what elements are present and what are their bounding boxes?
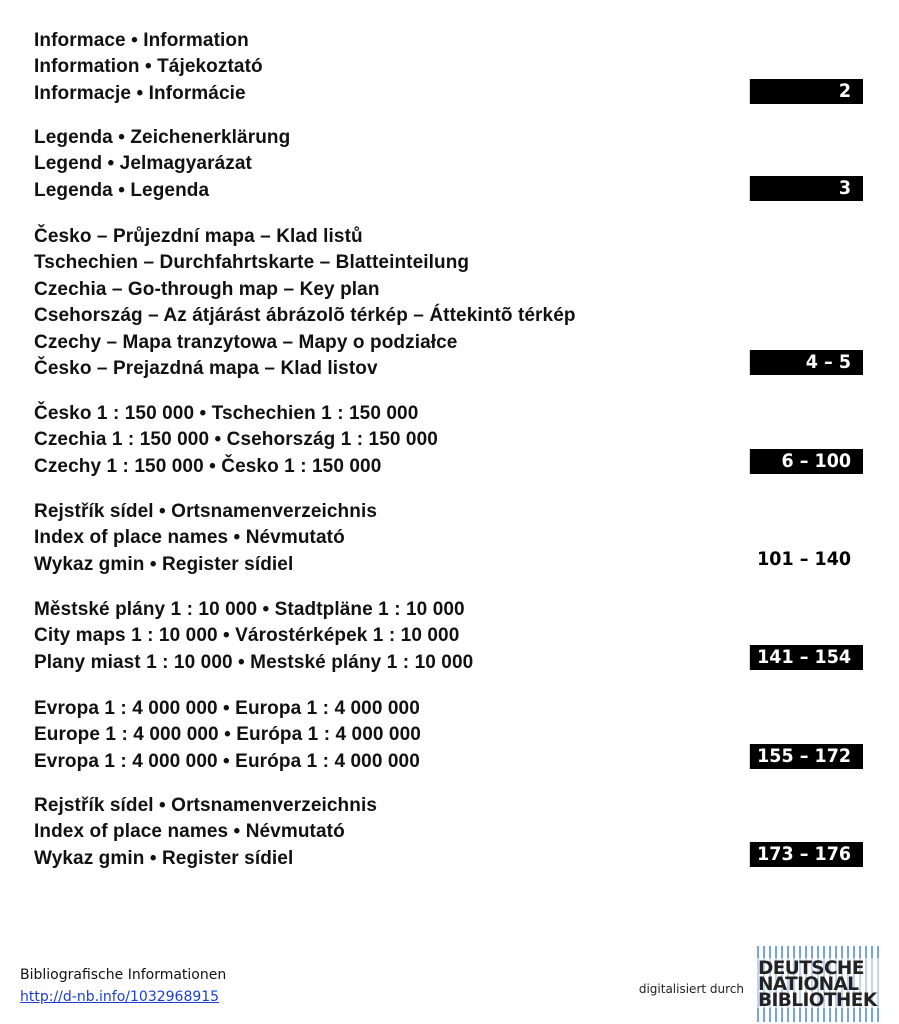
dnb-logo xyxy=(756,944,881,1024)
toc-line: Information • Tájekoztató xyxy=(34,56,263,78)
page-number-badge: 155 – 172 xyxy=(750,744,863,769)
page-number-badge: 6 – 100 xyxy=(750,449,863,474)
toc-line: Evropa 1 : 4 000 000 • Európa 1 : 4 000 000 xyxy=(34,750,420,772)
dnb-logo-line: NATIONAL xyxy=(758,974,859,995)
dnb-logo-line: BIBLIOTHEK xyxy=(758,990,877,1011)
toc-line: City maps 1 : 10 000 • Várostérképek 1 : 10 000 xyxy=(34,625,460,647)
toc-section xyxy=(34,224,863,383)
toc-line: Rejstřík sídel • Ortsnamenverzeichnis xyxy=(34,795,377,816)
toc-line: Europe 1 : 4 000 000 • Európa 1 : 4 000 000 xyxy=(34,724,421,746)
toc-line: Wykaz gmin • Register sídiel xyxy=(34,847,294,869)
biblio-link[interactable]: http://d-nb.info/1032968915 xyxy=(20,989,220,1005)
toc-line: Rejstřík sídel • Ortsnamenverzeichnis xyxy=(34,501,377,522)
toc-line: Wykaz gmin • Register sídiel xyxy=(34,553,294,575)
toc-section xyxy=(34,696,863,776)
toc-section xyxy=(34,597,863,677)
toc-line: Česko – Průjezdní mapa – Klad listů xyxy=(34,226,363,247)
page-number-badge: 3 xyxy=(750,176,863,201)
toc-section xyxy=(34,401,863,481)
toc-line: Tschechien – Durchfahrtskarte – Blatteinteilung xyxy=(34,252,470,274)
digitized-by-text: digitalisiert durch xyxy=(638,982,744,996)
toc-section xyxy=(34,28,863,108)
toc-line: Legenda • Legenda xyxy=(34,179,210,201)
toc-line: Legenda • Zeichenerklärung xyxy=(34,127,291,148)
toc-line: Czechia – Go-through map – Key plan xyxy=(34,278,380,300)
page-number-badge: 173 – 176 xyxy=(750,842,863,867)
toc-line: Czechia 1 : 150 000 • Csehország 1 : 150 000 xyxy=(34,429,438,451)
toc-line: Česko 1 : 150 000 • Tschechien 1 : 150 000 xyxy=(34,403,419,424)
bibliographic-info xyxy=(20,964,226,1008)
toc-section xyxy=(34,793,863,873)
toc-line: Legend • Jelmagyarázat xyxy=(34,153,252,175)
toc-line: Czechy – Mapa tranzytowa – Mapy o podziałce xyxy=(34,331,458,353)
dnb-logo-line: DEUTSCHE xyxy=(758,958,864,979)
toc-line: Plany miast 1 : 10 000 • Mestské plány 1 : 10 000 xyxy=(34,651,474,673)
toc-line: Index of place names • Névmutató xyxy=(34,821,345,843)
toc-line: Evropa 1 : 4 000 000 • Europa 1 : 4 000 000 xyxy=(34,698,420,719)
toc-section xyxy=(34,125,863,205)
toc-line: Index of place names • Névmutató xyxy=(34,527,345,549)
page-number-badge: 141 – 154 xyxy=(750,645,863,670)
toc-line: Městské plány 1 : 10 000 • Stadtpläne 1 : 10 000 xyxy=(34,599,465,620)
toc-line: Informacje • Informácie xyxy=(34,82,246,104)
toc-line: Česko – Prejazdná mapa – Klad listov xyxy=(34,357,378,379)
toc-line: Czechy 1 : 150 000 • Česko 1 : 150 000 xyxy=(34,455,382,477)
page-number-badge: 4 – 5 xyxy=(750,350,863,375)
page-number-label: 101 – 140 xyxy=(757,548,852,570)
page-number-badge: 2 xyxy=(750,79,863,104)
toc-line: Csehország – Az átjárást ábrázolõ térkép – Áttekintõ térkép xyxy=(34,305,576,327)
toc-section xyxy=(34,499,863,579)
digitization-credit xyxy=(639,944,881,1024)
biblio-label: Bibliografische Informationen xyxy=(20,967,227,983)
toc-line: Informace • Information xyxy=(34,30,249,51)
